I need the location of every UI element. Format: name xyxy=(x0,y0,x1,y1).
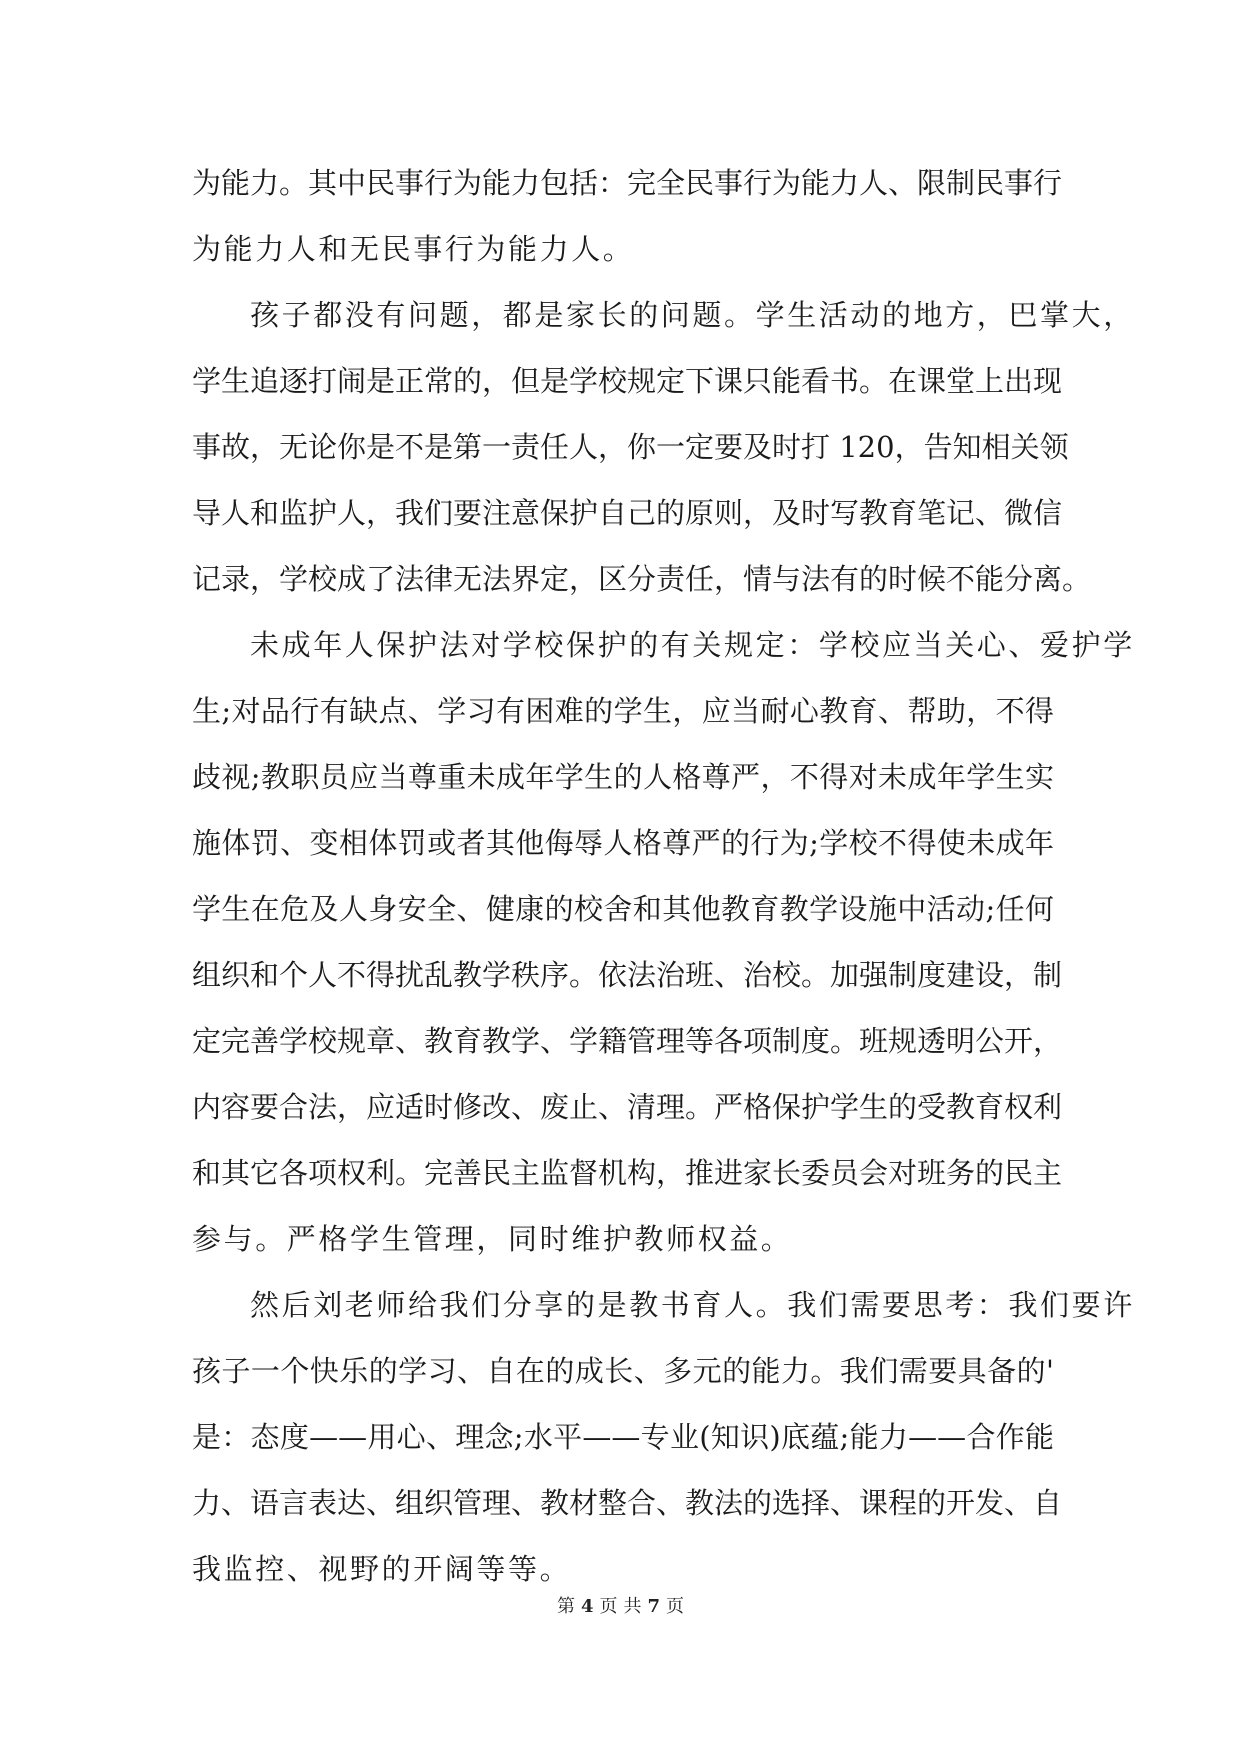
current-page-number: 4 xyxy=(580,1596,594,1617)
text-line: 施体罚、变相体罚或者其他侮辱人格尊严的行为;学校不得使未成年 xyxy=(192,826,1054,860)
text-line: 孩子都没有问题，都是家长的问题。学生活动的地方，巴掌大， xyxy=(250,298,1135,332)
text-line: 未成年人保护法对学校保护的有关规定：学校应当关心、爱护学 xyxy=(250,628,1135,662)
text-line: 学生追逐打闹是正常的，但是学校规定下课只能看书。在课堂上出现 xyxy=(192,364,1063,398)
text-line: 我监控、视野的开阔等等。 xyxy=(192,1552,572,1586)
text-line: 然后刘老师给我们分享的是教书育人。我们需要思考：我们要许 xyxy=(250,1288,1135,1322)
text-line: 歧视;教职员应当尊重未成年学生的人格尊严，不得对未成年学生实 xyxy=(192,760,1054,794)
text-line: 孩子一个快乐的学习、自在的成长、多元的能力。我们需要具备的' xyxy=(192,1354,1054,1388)
text-line: 为能力。其中民事行为能力包括：完全民事行为能力人、限制民事行 xyxy=(192,166,1063,200)
footer-prefix: 第 xyxy=(556,1596,575,1617)
footer-total-word: 共 xyxy=(623,1596,642,1617)
footer-page-word: 页 xyxy=(599,1596,618,1617)
text-line: 生;对品行有缺点、学习有困难的学生，应当耐心教育、帮助，不得 xyxy=(192,694,1054,728)
text-line: 是：态度——用心、理念;水平——专业(知识)底蕴;能力——合作能 xyxy=(192,1420,1054,1454)
total-page-number: 7 xyxy=(647,1596,661,1617)
document-body xyxy=(192,150,1135,1602)
text-line: 参与。严格学生管理，同时维护教师权益。 xyxy=(192,1222,793,1256)
text-line: 组织和个人不得扰乱教学秩序。依法治班、治校。加强制度建设，制 xyxy=(192,958,1063,992)
text-line: 力、语言表达、组织管理、教材整合、教法的选择、课程的开发、自 xyxy=(192,1486,1063,1520)
text-line: 定完善学校规章、教育教学、学籍管理等各项制度。班规透明公开， xyxy=(192,1024,1063,1058)
text-line: 导人和监护人，我们要注意保护自己的原则，及时写教育笔记、微信 xyxy=(192,496,1063,530)
text-line: 为能力人和无民事行为能力人。 xyxy=(192,232,635,266)
text-line: 和其它各项权利。完善民主监督机构，推进家长委员会对班务的民主 xyxy=(192,1156,1063,1190)
text-line: 学生在危及人身安全、健康的校舍和其他教育教学设施中活动;任何 xyxy=(192,892,1054,926)
page-number-footer xyxy=(0,1595,1241,1619)
text-line: 内容要合法，应适时修改、废止、清理。严格保护学生的受教育权利 xyxy=(192,1090,1063,1124)
text-line: 事故，无论你是不是第一责任人，你一定要及时打 120，告知相关领 xyxy=(192,430,1069,464)
text-line: 记录，学校成了法律无法界定，区分责任，情与法有的时候不能分离。 xyxy=(192,562,1092,596)
footer-suffix: 页 xyxy=(666,1596,685,1617)
